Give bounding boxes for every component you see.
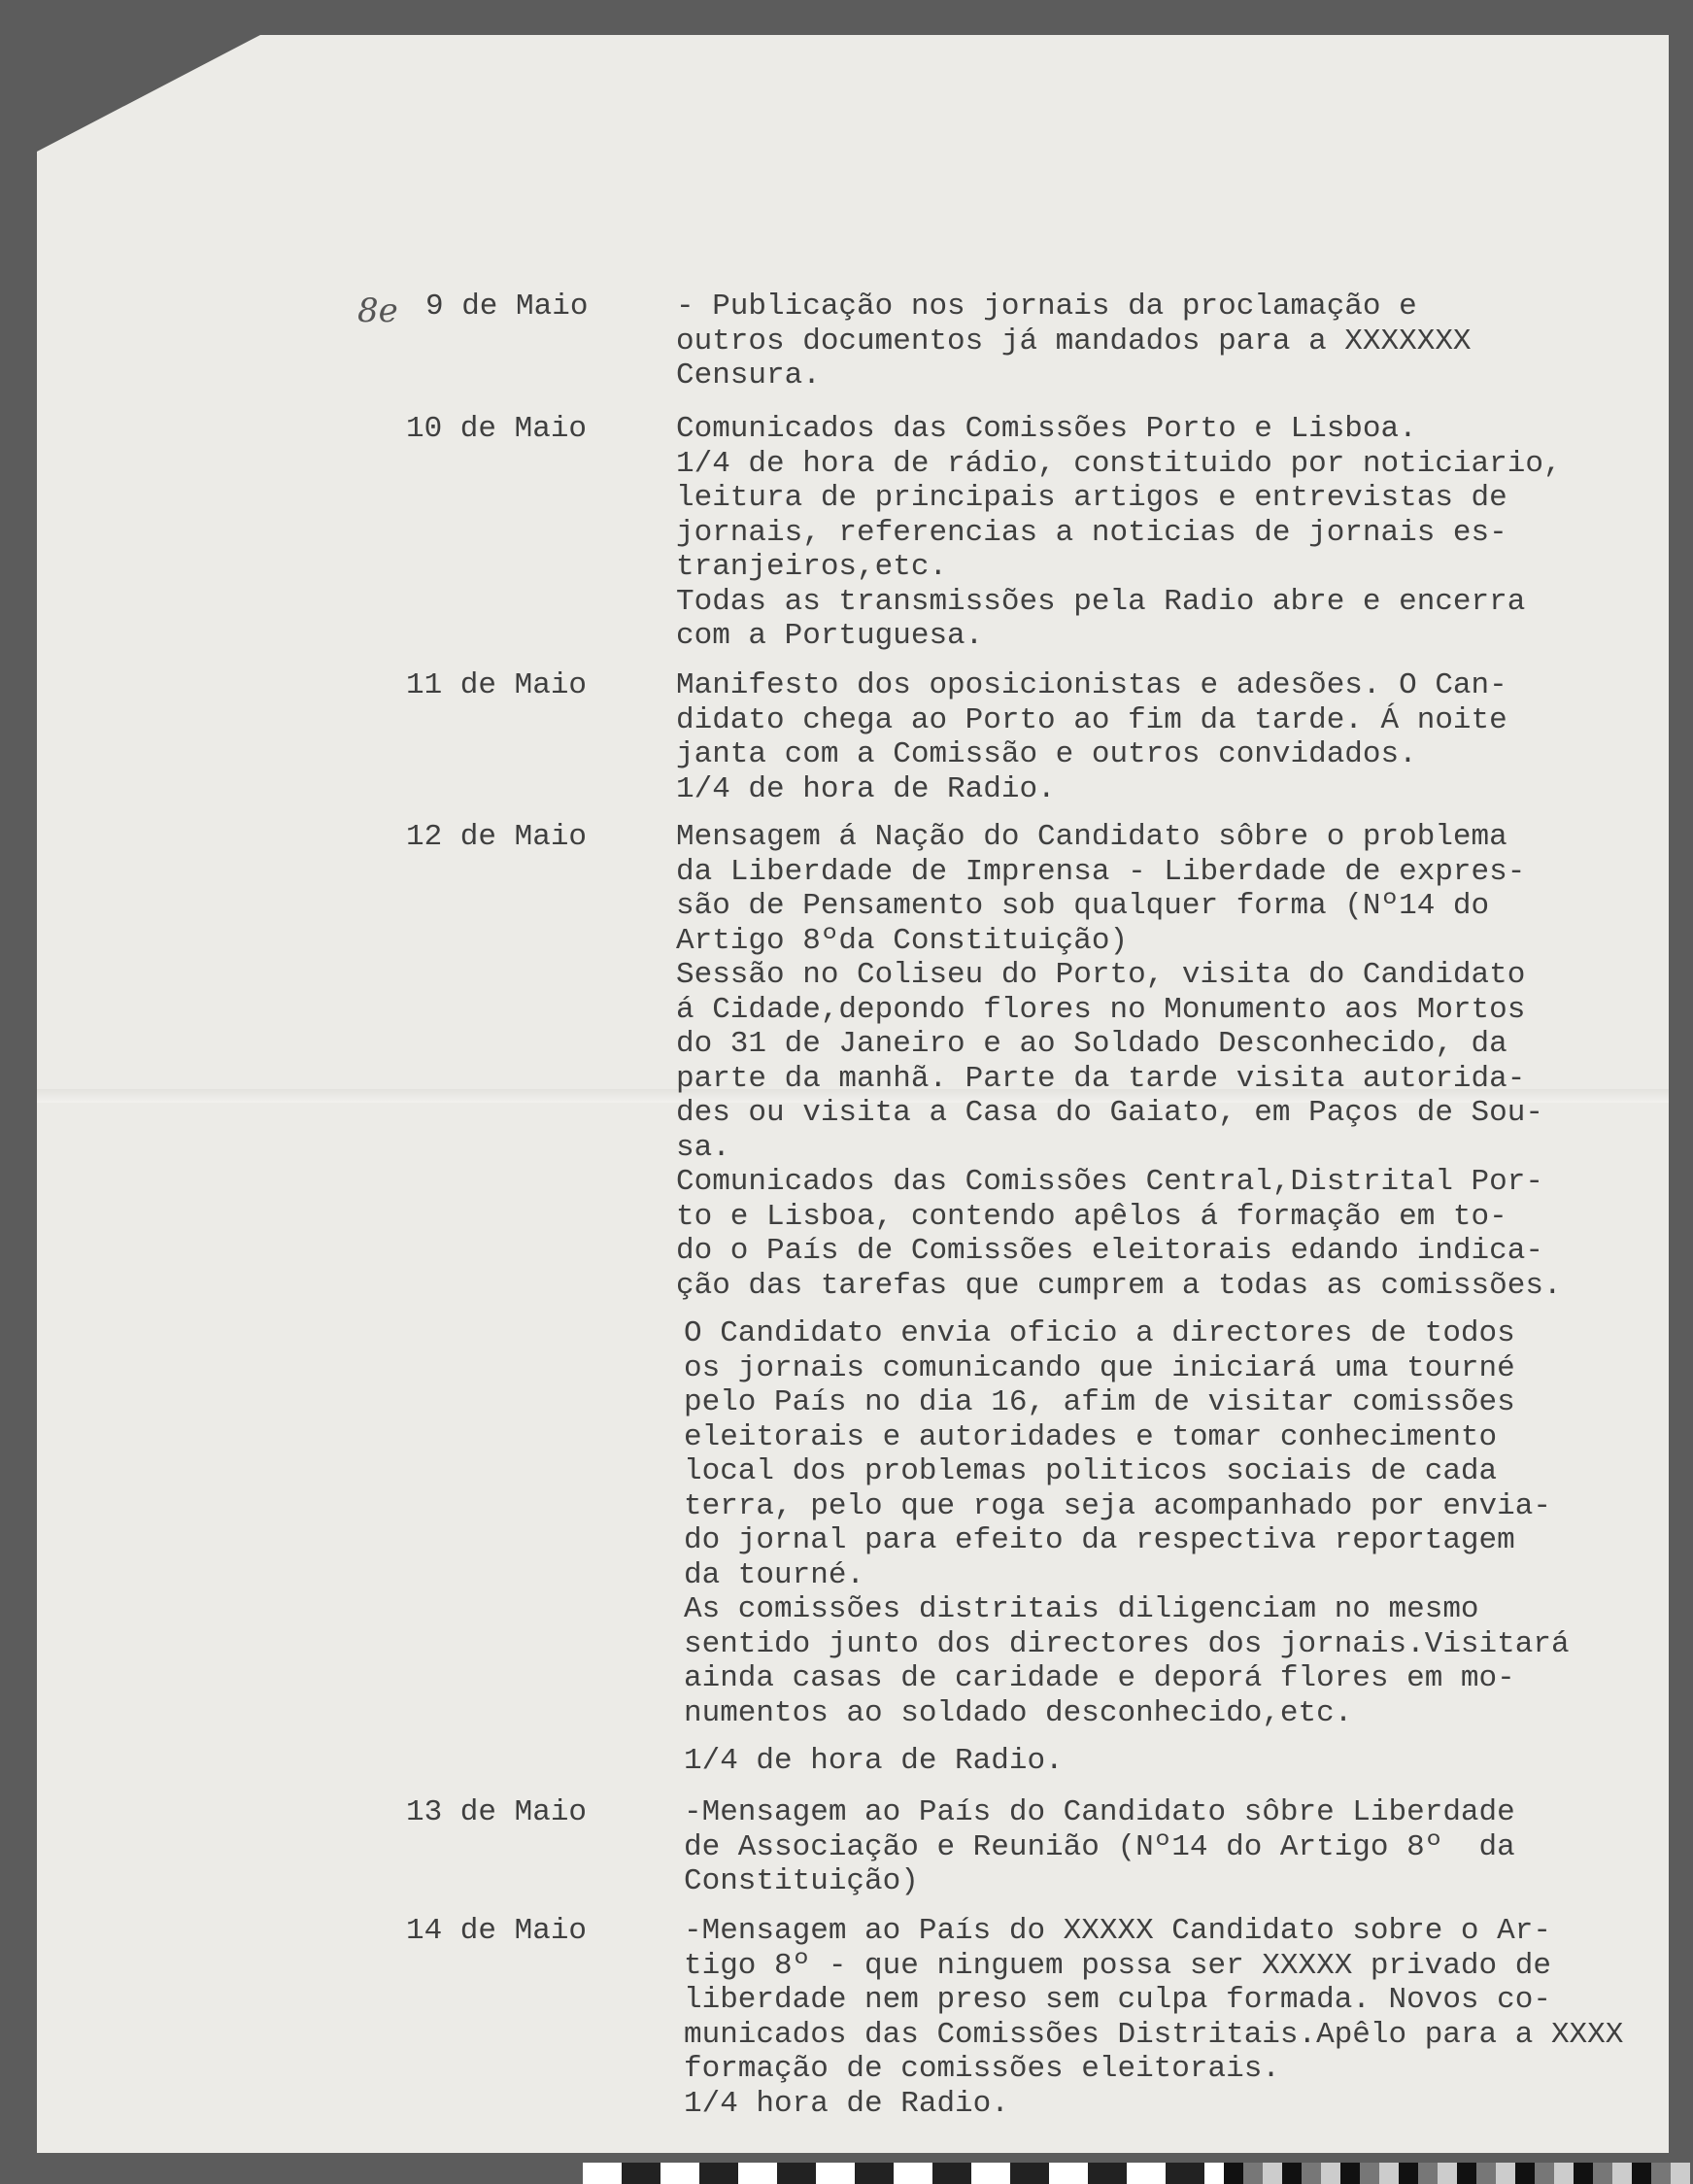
- entry-text: [676, 290, 1472, 393]
- entry-text: [684, 1795, 1515, 1899]
- text-line: -Mensagem ao País do Candidato sôbre Liberdade: [684, 1795, 1515, 1829]
- text-line: Mensagem á Nação do Candidato sôbre o problema: [676, 820, 1507, 854]
- text-line: com a Portuguesa.: [676, 619, 984, 653]
- text-line: jornais, referencias a noticias de jornais es-: [676, 515, 1507, 550]
- text-line: 1/4 de hora de rádio, constituido por noticiario,: [676, 446, 1562, 481]
- entry-date: 9 de Maio: [425, 290, 589, 324]
- text-line: 1/4 hora de Radio.: [684, 2086, 1009, 2121]
- text-line: da tourné.: [684, 1557, 865, 1592]
- text-line: Manifesto dos oposicionistas e adesões. O Can-: [676, 668, 1507, 702]
- entry-text: [684, 1914, 1623, 2121]
- entry-text: [684, 1744, 1064, 1779]
- entry-date: 14 de Maio: [406, 1914, 588, 1948]
- text-line: sentido junto dos directores dos jornais.Visitará: [684, 1626, 1570, 1661]
- text-line: janta com a Comissão e outros convidados.: [676, 737, 1417, 771]
- text-line: to e Lisboa, contendo apêlos á formação em to-: [676, 1199, 1507, 1234]
- handwritten-note: 8e: [357, 291, 398, 330]
- text-line: do 31 de Janeiro e ao Soldado Desconhecido, da: [676, 1027, 1507, 1061]
- text-line: terra, pelo que roga seja acompanhado por envia-: [684, 1488, 1551, 1523]
- text-line: á Cidade,depondo flores no Monumento aos Mortos: [676, 992, 1526, 1027]
- text-line: Comunicados das Comissões Central,Distrital Por-: [676, 1165, 1543, 1199]
- entry-text: [676, 412, 1562, 654]
- text-line: tranjeiros,etc.: [676, 550, 948, 584]
- text-line: os jornais comunicando que iniciará uma tourné: [684, 1350, 1515, 1385]
- entry-date: 12 de Maio: [406, 820, 588, 854]
- entry-date: 10 de Maio: [406, 412, 588, 446]
- text-line: didato chega ao Porto ao fim da tarde. Á noite: [676, 702, 1507, 737]
- text-line: do jornal para efeito da respectiva reportagem: [684, 1523, 1515, 1557]
- text-line: liberdade nem preso sem culpa formada. Novos co-: [684, 1983, 1551, 2017]
- text-line: des ou visita a Casa do Gaiato, em Paços de Sou-: [676, 1096, 1543, 1130]
- text-line: - Publicação nos jornais da proclamação e: [676, 290, 1417, 324]
- text-line: outros documentos já mandados para a XXXXXXX: [676, 324, 1472, 358]
- text-line: do o País de Comissões eleitorais edando indica-: [676, 1234, 1543, 1268]
- text-line: O Candidato envia oficio a directores de todos: [684, 1316, 1515, 1350]
- text-line: Todas as transmissões pela Radio abre e encerra: [676, 584, 1526, 619]
- grayscale-bar: [1224, 2163, 1690, 2184]
- entry-date: 11 de Maio: [406, 668, 588, 702]
- text-line: leitura de principais artigos e entrevistas de: [676, 481, 1507, 515]
- text-line: Comunicados das Comissões Porto e Lisboa.: [676, 412, 1417, 446]
- text-line: 1/4 de hora de Radio.: [684, 1744, 1064, 1778]
- entry-text: [676, 820, 1562, 1303]
- text-line: parte da manhã. Parte da tarde visita autorida-: [676, 1061, 1526, 1096]
- entry-text: [676, 668, 1507, 806]
- text-line: de Associação e Reunião (Nº14 do Artigo 8º da: [684, 1829, 1515, 1864]
- text-line: formação de comissões eleitorais.: [684, 2052, 1280, 2086]
- text-line: ainda casas de caridade e deporá flores em mo-: [684, 1661, 1515, 1695]
- text-line: local dos problemas politicos sociais de cada: [684, 1454, 1498, 1488]
- text-line: sa.: [676, 1130, 730, 1165]
- text-line: numentos ao soldado desconhecido,etc.: [684, 1695, 1353, 1730]
- text-line: da Liberdade de Imprensa - Liberdade de expres-: [676, 854, 1526, 889]
- text-line: Artigo 8ºda Constituição): [676, 923, 1129, 958]
- text-line: -Mensagem ao País do XXXXX Candidato sobre o Ar-: [684, 1914, 1551, 1948]
- text-line: tigo 8º - que ninguem possa ser XXXXX privado de: [684, 1948, 1551, 1983]
- text-line: Constituição): [684, 1864, 919, 1898]
- text-line: pelo País no dia 16, afim de visitar comissões: [684, 1385, 1515, 1419]
- text-line: Censura.: [676, 358, 821, 392]
- text-line: municados das Comissões Distritais.Apêlo para a XXXX: [684, 2017, 1624, 2052]
- text-line: As comissões distritais diligenciam no mesmo: [684, 1592, 1479, 1626]
- text-line: eleitorais e autoridades e tomar conhecimento: [684, 1419, 1498, 1454]
- text-line: 1/4 de hora de Radio.: [676, 771, 1056, 806]
- entry-text: [684, 1316, 1570, 1730]
- text-line: Sessão no Coliseu do Porto, visita do Candidato: [676, 958, 1526, 992]
- entry-date: 13 de Maio: [406, 1795, 588, 1829]
- text-line: ção das tarefas que cumprem a todas as comissões.: [676, 1268, 1562, 1303]
- text-line: são de Pensamento sob qualquer forma (Nº14 do: [676, 889, 1490, 923]
